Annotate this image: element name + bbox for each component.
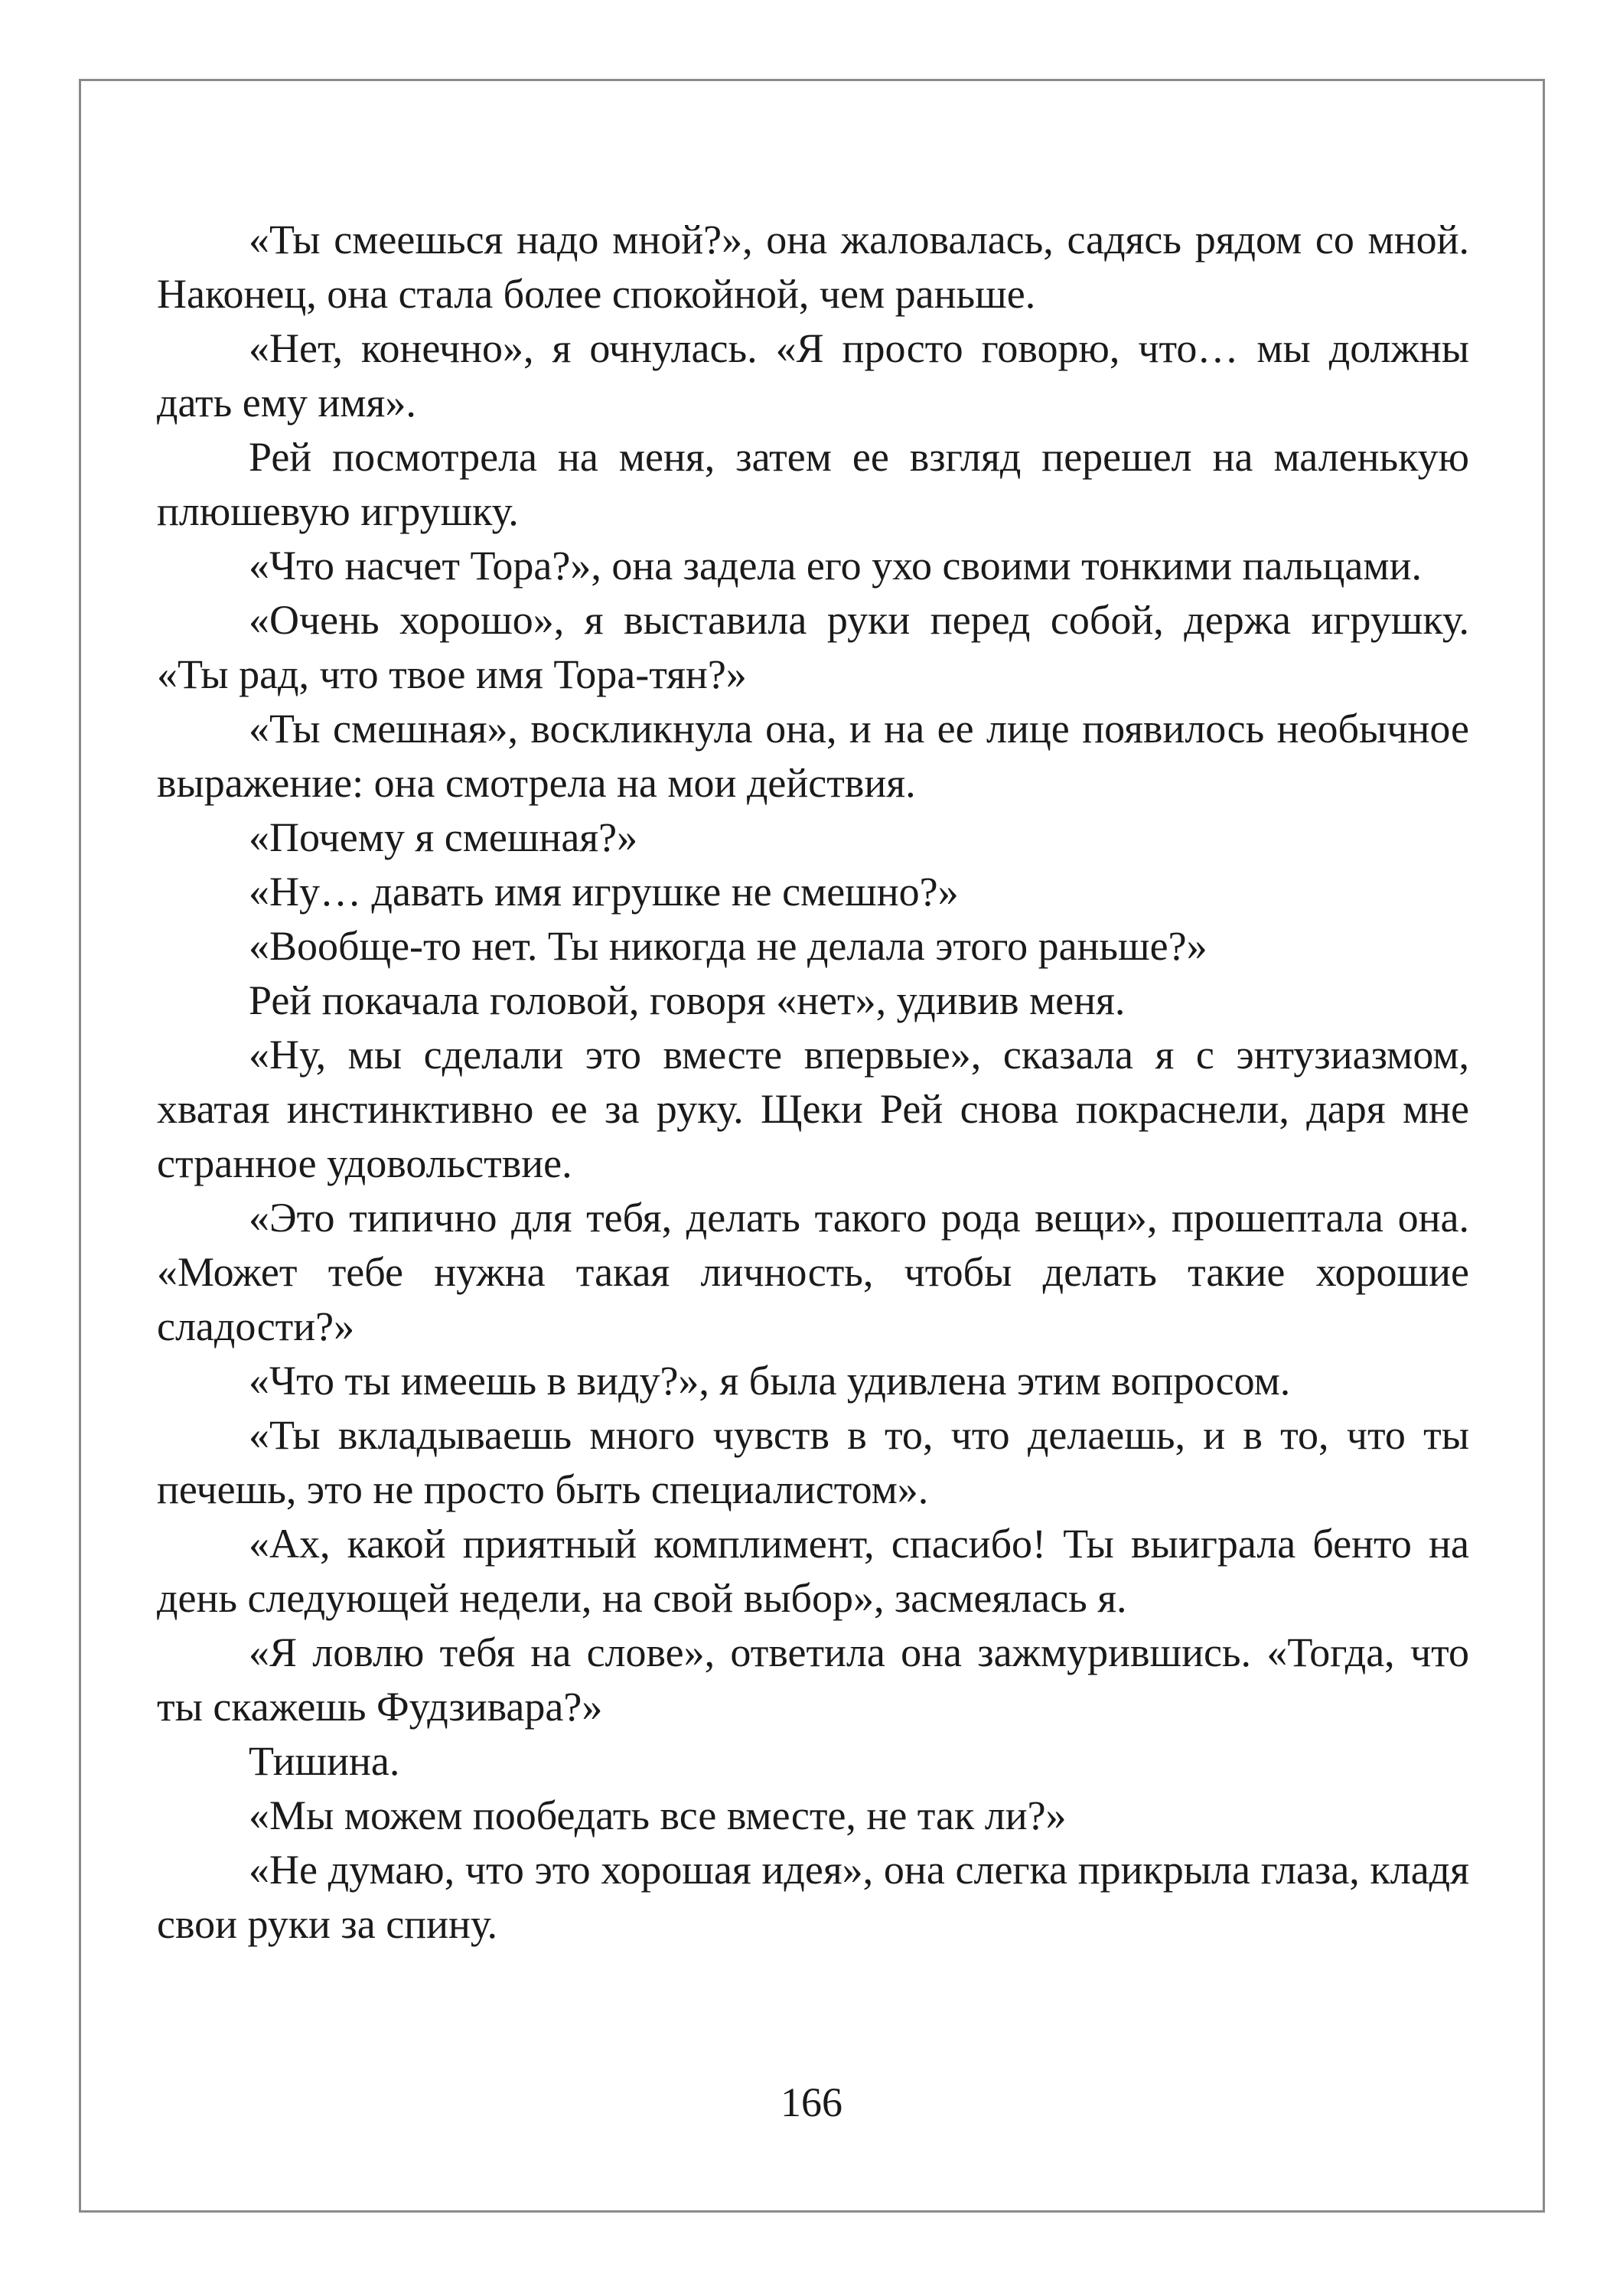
paragraph: «Нет, конечно», я очнулась. «Я просто говорю, что… мы должны дать ему имя». xyxy=(157,325,1469,426)
paragraph: Рей покачала головой, говоря «нет», удивив меня. xyxy=(249,977,1126,1023)
paragraph: «Ах, какой приятный комплимент, спасибо! Ты выиграла бенто на день следующей недели, на свой выбор», засмеялась я. xyxy=(157,1521,1469,1621)
paragraph: «Очень хорошо», я выставила руки перед собой, держа игрушку. «Ты рад, что твое имя Тора-тян?» xyxy=(157,597,1469,697)
paragraph: «Ну, мы сделали это вместе впервые», сказала я с энтузиазмом, хватая инстинктивно ее за руку. Щеки Рей снова покраснели, даря мне странное удовольствие. xyxy=(157,1032,1469,1186)
paragraph: «Ты смеешься надо мной?», она жаловалась, садясь рядом со мной. Наконец, она стала более спокойной, чем раньше. xyxy=(157,217,1469,317)
paragraph: «Не думаю, что это хорошая идея», она слегка прикрыла глаза, кладя свои руки за спину. xyxy=(157,1847,1469,1947)
paragraph: «Ты смешная», воскликнула она, и на ее лице появилось необычное выражение: она смотрела на мои действия. xyxy=(157,706,1469,806)
paragraph: «Ты вкладываешь много чувств в то, что делаешь, и в то, что ты печешь, это не просто быть специалистом». xyxy=(157,1412,1469,1512)
paragraph: «Ну… давать имя игрушке не смешно?» xyxy=(249,869,959,915)
paragraph: Тишина. xyxy=(249,1738,400,1784)
text-body xyxy=(157,213,1469,1952)
paragraph: «Что ты имеешь в виду?», я была удивлена этим вопросом. xyxy=(249,1358,1291,1404)
paragraph: «Я ловлю тебя на слове», ответила она зажмурившись. «Тогда, что ты скажешь Фудзивара?» xyxy=(157,1629,1469,1730)
page-number: 166 xyxy=(781,2079,842,2125)
paragraph: «Почему я смешная?» xyxy=(249,814,638,860)
paragraph: Рей посмотрела на меня, затем ее взгляд перешел на маленькую плюшевую игрушку. xyxy=(157,434,1469,534)
paragraph: «Мы можем пообедать все вместе, не так ли?» xyxy=(249,1792,1067,1838)
paragraph: «Вообще-то нет. Ты никогда не делала этого раньше?» xyxy=(249,923,1207,969)
paragraph: «Это типично для тебя, делать такого рода вещи», прошептала она. «Может тебе нужна такая личность, чтобы делать такие хорошие сладости?» xyxy=(157,1195,1469,1349)
paragraph: «Что насчет Тора?», она задела его ухо своими тонкими пальцами. xyxy=(249,543,1422,589)
